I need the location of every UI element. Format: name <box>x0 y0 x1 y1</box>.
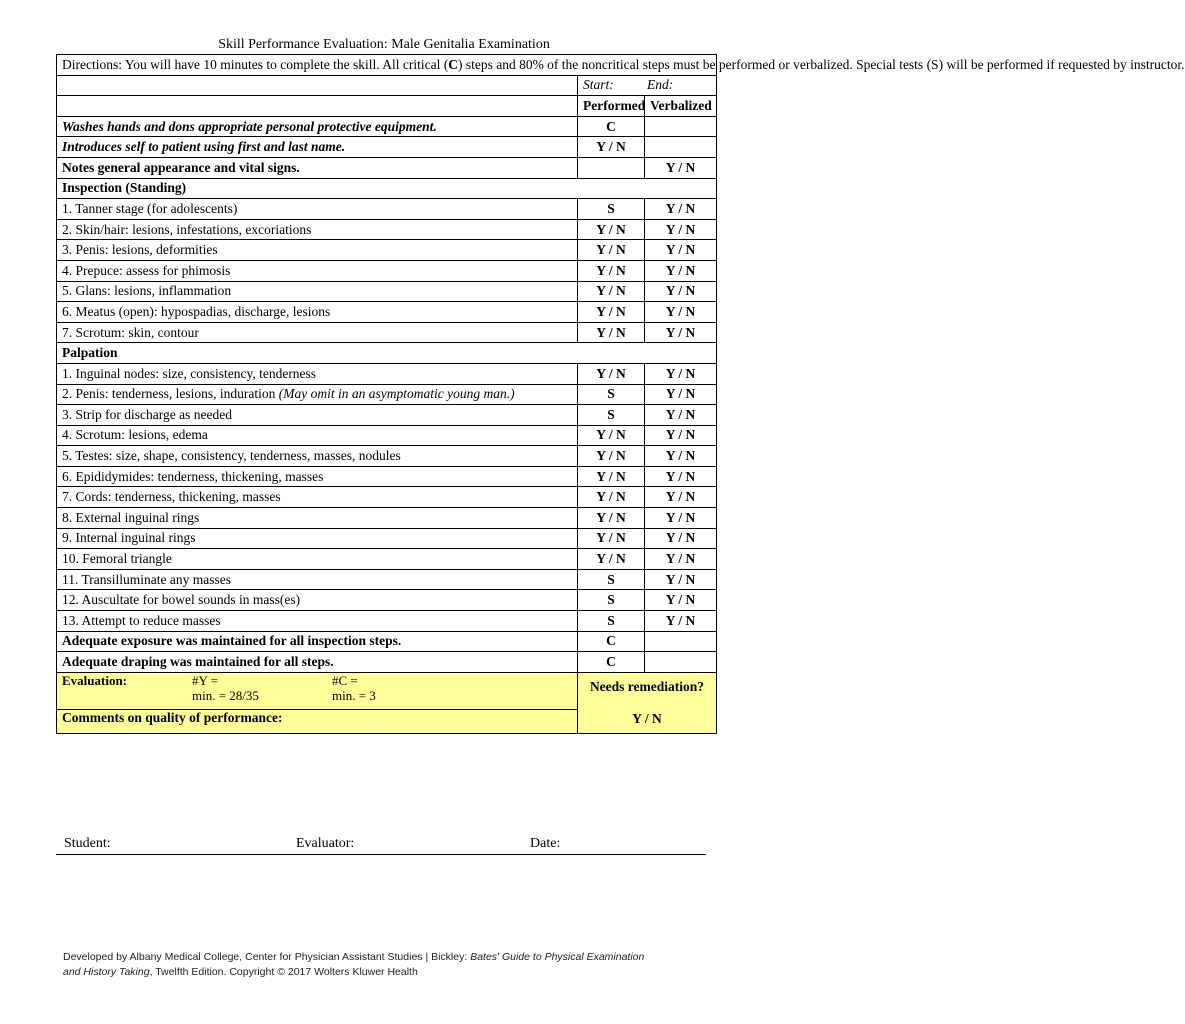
table-row <box>57 363 717 384</box>
verbalized-mark[interactable]: Y / N <box>645 611 717 632</box>
step-note: (May omit in an asymptomatic young man.) <box>278 386 515 402</box>
performed-mark[interactable]: Y / N <box>578 240 645 261</box>
table-row <box>57 322 717 343</box>
step-label: 10. Femoral triangle <box>57 549 578 570</box>
table-row <box>57 631 717 652</box>
evaluation-cell <box>57 672 578 710</box>
student-label: Student: <box>64 836 111 851</box>
step-label: 5. Testes: size, shape, consistency, tenderness, masses, nodules <box>57 446 578 467</box>
step-label: 1. Inguinal nodes: size, consistency, tenderness <box>57 363 578 384</box>
verbalized-header: Verbalized <box>645 96 717 117</box>
step-label: 3. Strip for discharge as needed <box>57 405 578 426</box>
performed-mark[interactable]: S <box>578 405 645 426</box>
performed-mark[interactable]: C <box>578 652 645 673</box>
end-label: End: <box>647 77 674 93</box>
step-label: 13. Attempt to reduce masses <box>57 611 578 632</box>
verbalized-mark[interactable]: Y / N <box>645 569 717 590</box>
step-label: 1. Tanner stage (for adolescents) <box>57 199 578 220</box>
verbalized-mark <box>645 652 717 673</box>
evaluation-table <box>56 54 1185 734</box>
performed-mark[interactable]: Y / N <box>578 219 645 240</box>
section-header: Inspection (Standing) <box>57 178 717 199</box>
table-row <box>57 487 717 508</box>
footer: Developed by Albany Medical College, Center for Physician Assistant Studies | Bickley: Bates' Guide to Physical Examination and History Taking, Twelfth Edition. Copyright © 2017 Wolters Kluwer Health <box>63 951 645 978</box>
step-label: 4. Prepuce: assess for phimosis <box>57 260 578 281</box>
section-header-row <box>57 178 717 199</box>
performed-mark[interactable]: Y / N <box>578 446 645 467</box>
c-count: #C = <box>332 672 358 688</box>
table-row <box>57 260 717 281</box>
evaluator-label: Evaluator: <box>296 836 355 851</box>
verbalized-mark[interactable]: Y / N <box>645 590 717 611</box>
step-label: 6. Epididymides: tenderness, thickening, masses <box>57 466 578 487</box>
table-row <box>57 466 717 487</box>
verbalized-mark[interactable]: Y / N <box>645 446 717 467</box>
table-row <box>57 157 717 178</box>
verbalized-mark[interactable]: Y / N <box>645 528 717 549</box>
step-label: 6. Meatus (open): hypospadias, discharge, lesions <box>57 302 578 323</box>
section-header: Palpation <box>57 343 717 364</box>
directions: Directions: You will have 10 minutes to complete the skill. All critical (C) steps and 80% of the noncritical steps must be performed or verbalized. Special tests (S) will be performed if requested by instructor. <box>57 55 717 76</box>
step-label: Adequate draping was maintained for all steps. <box>57 652 578 673</box>
verbalized-mark[interactable]: Y / N <box>645 260 717 281</box>
verbalized-mark[interactable]: Y / N <box>645 549 717 570</box>
verbalized-mark <box>645 137 717 158</box>
performed-mark[interactable]: S <box>578 199 645 220</box>
page-title: Skill Performance Evaluation: Male Genitalia Examination <box>218 37 550 52</box>
table-row <box>57 425 717 446</box>
performed-mark[interactable]: S <box>578 384 645 405</box>
table-row <box>57 384 717 405</box>
table-row <box>57 652 717 673</box>
performed-mark[interactable]: S <box>578 569 645 590</box>
verbalized-mark[interactable]: Y / N <box>645 219 717 240</box>
step-label: 7. Scrotum: skin, contour <box>57 322 578 343</box>
performed-mark[interactable]: Y / N <box>578 528 645 549</box>
verbalized-mark[interactable]: Y / N <box>645 281 717 302</box>
c-min: min. = 3 <box>332 687 376 703</box>
performed-mark[interactable]: Y / N <box>578 322 645 343</box>
verbalized-mark[interactable]: Y / N <box>645 199 717 220</box>
remediation-cell <box>578 672 717 733</box>
table-row <box>57 569 717 590</box>
y-count: #Y = <box>192 672 218 688</box>
verbalized-mark[interactable]: Y / N <box>645 487 717 508</box>
step-label: 2. Skin/hair: lesions, infestations, excoriations <box>57 219 578 240</box>
verbalized-mark[interactable]: Y / N <box>645 322 717 343</box>
evaluation-label: Evaluation: <box>62 672 128 688</box>
evaluation-row <box>57 672 717 710</box>
performed-mark <box>578 157 645 178</box>
timing-row <box>57 75 717 96</box>
step-label: 3. Penis: lesions, deformities <box>57 240 578 261</box>
verbalized-mark <box>645 116 717 137</box>
performed-mark[interactable]: Y / N <box>578 508 645 529</box>
performed-mark[interactable]: Y / N <box>578 137 645 158</box>
remediation-question: Needs remediation? <box>589 678 705 694</box>
table-row <box>57 528 717 549</box>
signature-line <box>56 836 706 855</box>
performed-header: Performed <box>578 96 645 117</box>
section-header-row <box>57 343 717 364</box>
step-label: Washes hands and dons appropriate personal protective equipment. <box>57 116 578 137</box>
timing <box>578 75 717 96</box>
table-row <box>57 508 717 529</box>
table-row <box>57 405 717 426</box>
step-label: Notes general appearance and vital signs. <box>57 157 578 178</box>
step-label: 2. Penis: tenderness, lesions, induration (May omit in an asymptomatic young man.) <box>57 384 578 405</box>
verbalized-mark[interactable]: Y / N <box>645 425 717 446</box>
table-row <box>57 116 717 137</box>
performed-mark[interactable]: Y / N <box>578 260 645 281</box>
performed-mark[interactable]: C <box>578 631 645 652</box>
comments-label: Comments on quality of performance: <box>62 710 283 726</box>
performed-mark[interactable]: Y / N <box>578 487 645 508</box>
performed-mark[interactable]: Y / N <box>578 549 645 570</box>
verbalized-mark[interactable]: Y / N <box>645 384 717 405</box>
table-row <box>57 302 717 323</box>
performed-mark[interactable]: Y / N <box>578 466 645 487</box>
comments-cell[interactable] <box>57 710 578 733</box>
table-row <box>57 137 717 158</box>
table-row <box>57 199 717 220</box>
performed-mark[interactable]: S <box>578 590 645 611</box>
step-label: Introduces self to patient using first and last name. <box>57 137 578 158</box>
performed-mark[interactable]: Y / N <box>578 425 645 446</box>
y-min: min. = 28/35 <box>192 687 259 703</box>
verbalized-mark[interactable]: Y / N <box>645 157 717 178</box>
verbalized-mark[interactable]: Y / N <box>645 302 717 323</box>
table-row <box>57 590 717 611</box>
verbalized-mark[interactable]: Y / N <box>645 240 717 261</box>
verbalized-mark[interactable]: Y / N <box>645 363 717 384</box>
column-header-row <box>57 96 717 117</box>
performed-mark[interactable]: S <box>578 611 645 632</box>
step-label: 11. Transilluminate any masses <box>57 569 578 590</box>
table-row <box>57 446 717 467</box>
date-label: Date: <box>530 836 561 851</box>
step-label: 9. Internal inguinal rings <box>57 528 578 549</box>
verbalized-mark[interactable]: Y / N <box>645 508 717 529</box>
step-label: Adequate exposure was maintained for all inspection steps. <box>57 631 578 652</box>
verbalized-mark[interactable]: Y / N <box>645 466 717 487</box>
table-row <box>57 549 717 570</box>
table-row <box>57 219 717 240</box>
verbalized-mark <box>645 631 717 652</box>
step-label: 4. Scrotum: lesions, edema <box>57 425 578 446</box>
performed-mark[interactable]: Y / N <box>578 363 645 384</box>
directions-row <box>57 55 717 76</box>
table-row <box>57 240 717 261</box>
verbalized-mark[interactable]: Y / N <box>645 405 717 426</box>
remediation-answer[interactable]: Y / N <box>632 710 662 726</box>
performed-mark[interactable]: Y / N <box>578 302 645 323</box>
step-label: 8. External inguinal rings <box>57 508 578 529</box>
table-row <box>57 281 717 302</box>
step-label: 7. Cords: tenderness, thickening, masses <box>57 487 578 508</box>
step-label: 5. Glans: lesions, inflammation <box>57 281 578 302</box>
performed-mark[interactable]: Y / N <box>578 281 645 302</box>
table-row <box>57 611 717 632</box>
step-label: 12. Auscultate for bowel sounds in mass(es) <box>57 590 578 611</box>
performed-mark[interactable]: C <box>578 116 645 137</box>
start-label: Start: <box>583 77 614 93</box>
